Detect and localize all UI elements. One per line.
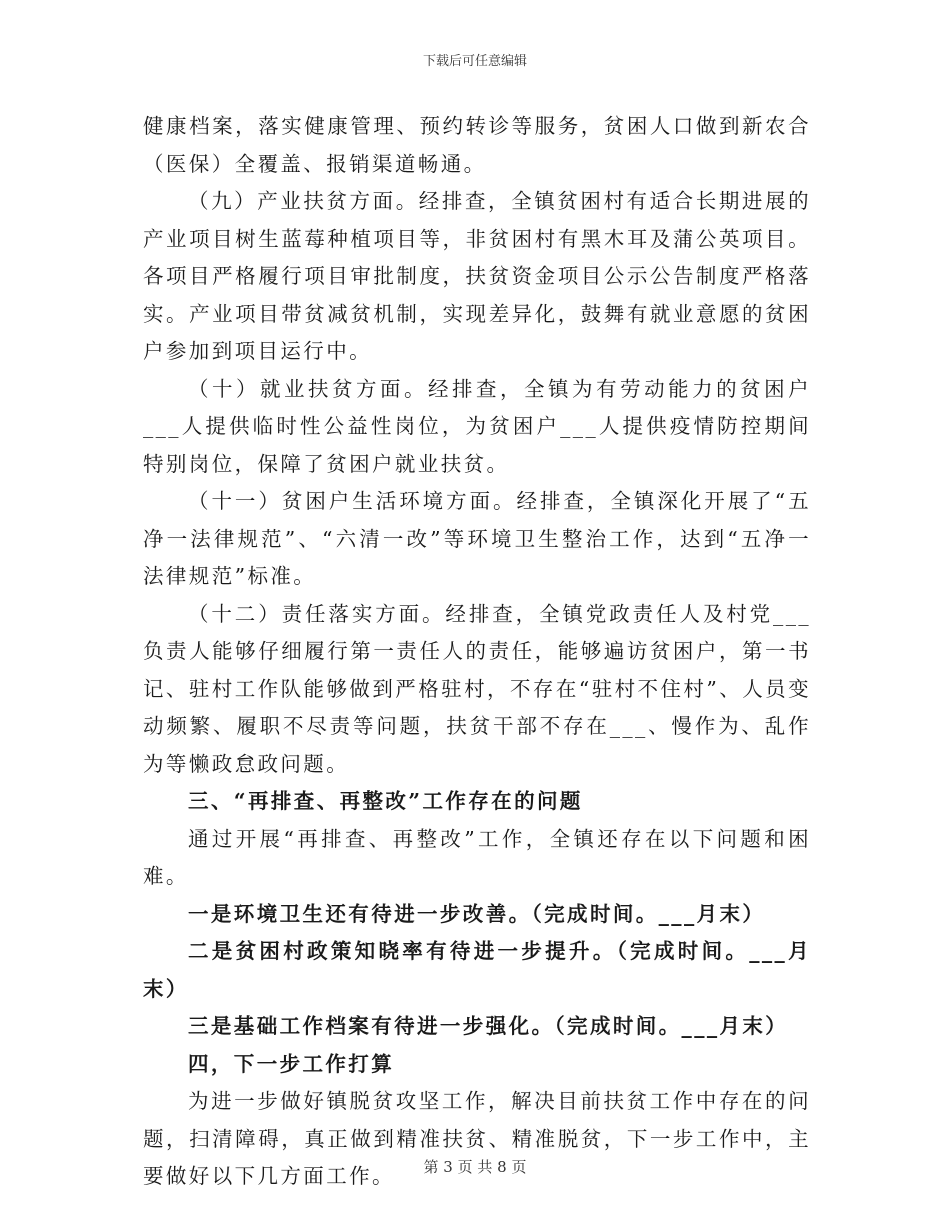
problem-item-3: 三是基础工作档案有待进一步强化。（完成时间。___月末） bbox=[188, 1014, 789, 1038]
paragraph-responsibility: （十二）责任落实方面。经排查，全镇党政责任人及村党___负责人能够仔细履行第一责任人的责任，能够遍访贫困户，第一书记、驻村工作队能够做到严格驻村，不存在“驻村不住村”、人员变动频繁、履职不尽责等问题，扶贫干部不存在___、慢作为、乱作为等懒政怠政问题。 bbox=[143, 601, 811, 776]
paragraph-health-records: 健康档案，落实健康管理、预约转诊等服务，贫困人口做到新农合（医保）全覆盖、报销渠道畅通。 bbox=[143, 114, 811, 176]
problem-item-2: 二是贫困村政策知晓率有待进一步提升。（完成时间。___月末） bbox=[143, 939, 811, 1001]
page-header: 下载后可任意编辑 bbox=[422, 54, 527, 69]
document-body bbox=[143, 108, 811, 1196]
paragraph-next-steps: 为进一步做好镇脱贫攻坚工作，解决目前扶贫工作中存在的问题，扫清障碍，真正做到精准扶贫、精准脱贫，下一步工作中，主要做好以下几方面工作。 bbox=[143, 1089, 811, 1188]
section-heading-next-steps: 四，下一步工作打算 bbox=[188, 1051, 395, 1076]
section-heading-problems: 三、“再排查、再整改”工作存在的问题 bbox=[188, 789, 583, 813]
paragraph-problems-intro: 通过开展“再排查、再整改”工作，全镇还存在以下问题和困难。 bbox=[143, 826, 811, 888]
problem-item-1: 一是环境卫生还有待进一步改善。（完成时间。___月末） bbox=[188, 901, 766, 926]
page-number: 第 3 页 共 8 页 bbox=[423, 1158, 527, 1176]
paragraph-industry-poverty-relief: （九）产业扶贫方面。经排查，全镇贫困村有适合长期进展的产业项目树生蓝莓种植项目等，非贫困村有黑木耳及蒲公英项目。各项目严格履行项目审批制度，扶贫资金项目公示公告制度严格落实。产业项目带贫减贫机制，实现差异化，鼓舞有就业意愿的贫困户参加到项目运行中。 bbox=[143, 189, 811, 363]
paragraph-living-environment: （十一）贫困户生活环境方面。经排查，全镇深化开展了“五净一法律规范”、“六清一改”等环境卫生整治工作，达到“五净一法律规范”标准。 bbox=[143, 489, 811, 588]
paragraph-employment-poverty-relief: （十）就业扶贫方面。经排查，全镇为有劳动能力的贫困户___人提供临时性公益性岗位，为贫困户___人提供疫情防控期间特别岗位，保障了贫困户就业扶贫。 bbox=[143, 376, 811, 476]
